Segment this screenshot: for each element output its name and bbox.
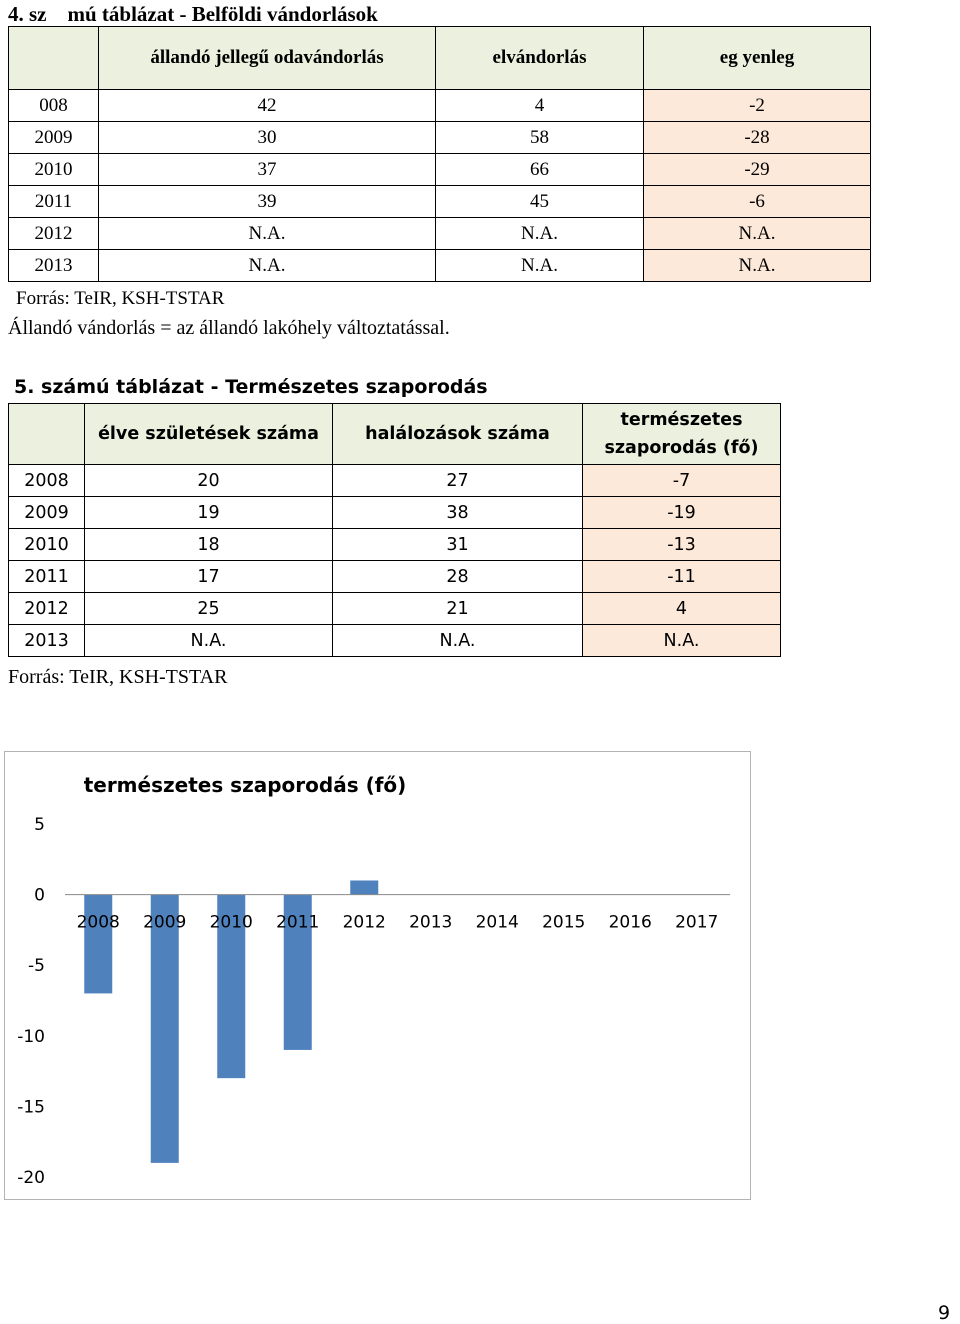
value-cell: 38 [333,497,583,529]
y-tick-label: -15 [17,1097,45,1118]
table-header-row [9,404,781,465]
year-cell: 2011 [9,186,99,218]
header-cell: elvándorlás [436,27,644,90]
value-cell: 66 [436,154,644,186]
chart-canvas [5,752,750,1199]
year-cell: 2012 [9,593,85,625]
x-tick-label: 2017 [675,912,719,933]
balance-cell: N.A. [644,250,871,282]
table-row [9,250,871,282]
table4-source: Forrás: TeIR, KSH-TSTAR [16,288,225,309]
header-cell: állandó jellegű odavándorlás [99,27,436,90]
table5-source: Forrás: TeIR, KSH-TSTAR [8,666,228,688]
value-cell: 21 [333,593,583,625]
y-axis-ticks [17,815,45,1188]
y-tick-label: -20 [17,1168,45,1188]
table-row [9,529,781,561]
year-cell: 2011 [9,561,85,593]
header-cell [9,404,85,465]
chart-bar-2009 [151,895,179,1163]
balance-cell: -28 [644,122,871,154]
value-cell: 25 [85,593,333,625]
table5-title: 5. számú táblázat - Természetes szaporodás [14,376,488,398]
x-tick-label: 2011 [276,912,320,933]
value-cell: 45 [436,186,644,218]
header-cell [9,27,99,90]
value-cell: 42 [99,90,436,122]
y-tick-label: -10 [17,1026,45,1047]
table4-title: 4. sz mú táblázat - Belföldi vándorlások [8,2,378,26]
year-cell: 2009 [9,497,85,529]
y-tick-label: -5 [28,956,45,977]
year-cell: 2008 [9,465,85,497]
table4-note: Állandó vándorlás = az állandó lakóhely változtatással. [8,317,450,339]
chart-bar-2008 [84,895,112,994]
value-cell: N.A. [436,218,644,250]
value-cell: N.A. [333,625,583,657]
table-row [9,154,871,186]
x-tick-label: 2008 [76,912,120,933]
header-cell: eg yenleg [644,27,871,90]
value-cell: N.A. [85,625,333,657]
balance-cell: -29 [644,154,871,186]
year-cell: 2010 [9,154,99,186]
value-cell: 4 [436,90,644,122]
year-cell: 2013 [9,625,85,657]
table-row [9,186,871,218]
table-row [9,122,871,154]
value-cell: 31 [333,529,583,561]
balance-cell: 4 [583,593,781,625]
x-tick-label: 2012 [342,912,386,933]
natural-increase-table [8,403,781,657]
x-tick-label: 2013 [409,912,453,933]
value-cell: 20 [85,465,333,497]
x-tick-label: 2014 [475,912,519,933]
value-cell: N.A. [99,250,436,282]
balance-cell: N.A. [583,625,781,657]
header-cell: természetes szaporodás (fő) [583,404,781,465]
y-tick-label: 0 [34,885,45,906]
table-row [9,90,871,122]
value-cell: 19 [85,497,333,529]
table-row [9,218,871,250]
x-tick-label: 2009 [143,912,187,933]
table-row [9,593,781,625]
natural-increase-chart [4,751,751,1200]
value-cell: 27 [333,465,583,497]
year-cell: 2013 [9,250,99,282]
year-cell: 008 [9,90,99,122]
y-tick-label: 5 [34,815,45,835]
migration-table [8,26,871,282]
chart-title: természetes szaporodás (fő) [83,773,407,797]
year-cell: 2012 [9,218,99,250]
balance-cell: -19 [583,497,781,529]
table-header-row [9,27,871,90]
year-cell: 2010 [9,529,85,561]
balance-cell: -13 [583,529,781,561]
value-cell: 17 [85,561,333,593]
x-tick-label: 2016 [608,912,652,933]
x-tick-label: 2015 [542,912,586,933]
value-cell: N.A. [436,250,644,282]
table-row [9,497,781,529]
page-number: 9 [938,1302,951,1324]
value-cell: 58 [436,122,644,154]
chart-bar-2012 [350,880,378,894]
header-cell: élve születések száma [85,404,333,465]
balance-cell: -2 [644,90,871,122]
value-cell: 28 [333,561,583,593]
header-cell: halálozások száma [333,404,583,465]
value-cell: 39 [99,186,436,218]
table-row [9,561,781,593]
balance-cell: -7 [583,465,781,497]
value-cell: 30 [99,122,436,154]
x-axis-ticks [77,913,719,933]
table-row [9,465,781,497]
table-row [9,625,781,657]
year-cell: 2009 [9,122,99,154]
value-cell: 37 [99,154,436,186]
value-cell: N.A. [99,218,436,250]
balance-cell: -11 [583,561,781,593]
balance-cell: N.A. [644,218,871,250]
balance-cell: -6 [644,186,871,218]
value-cell: 18 [85,529,333,561]
x-tick-label: 2010 [209,912,253,933]
